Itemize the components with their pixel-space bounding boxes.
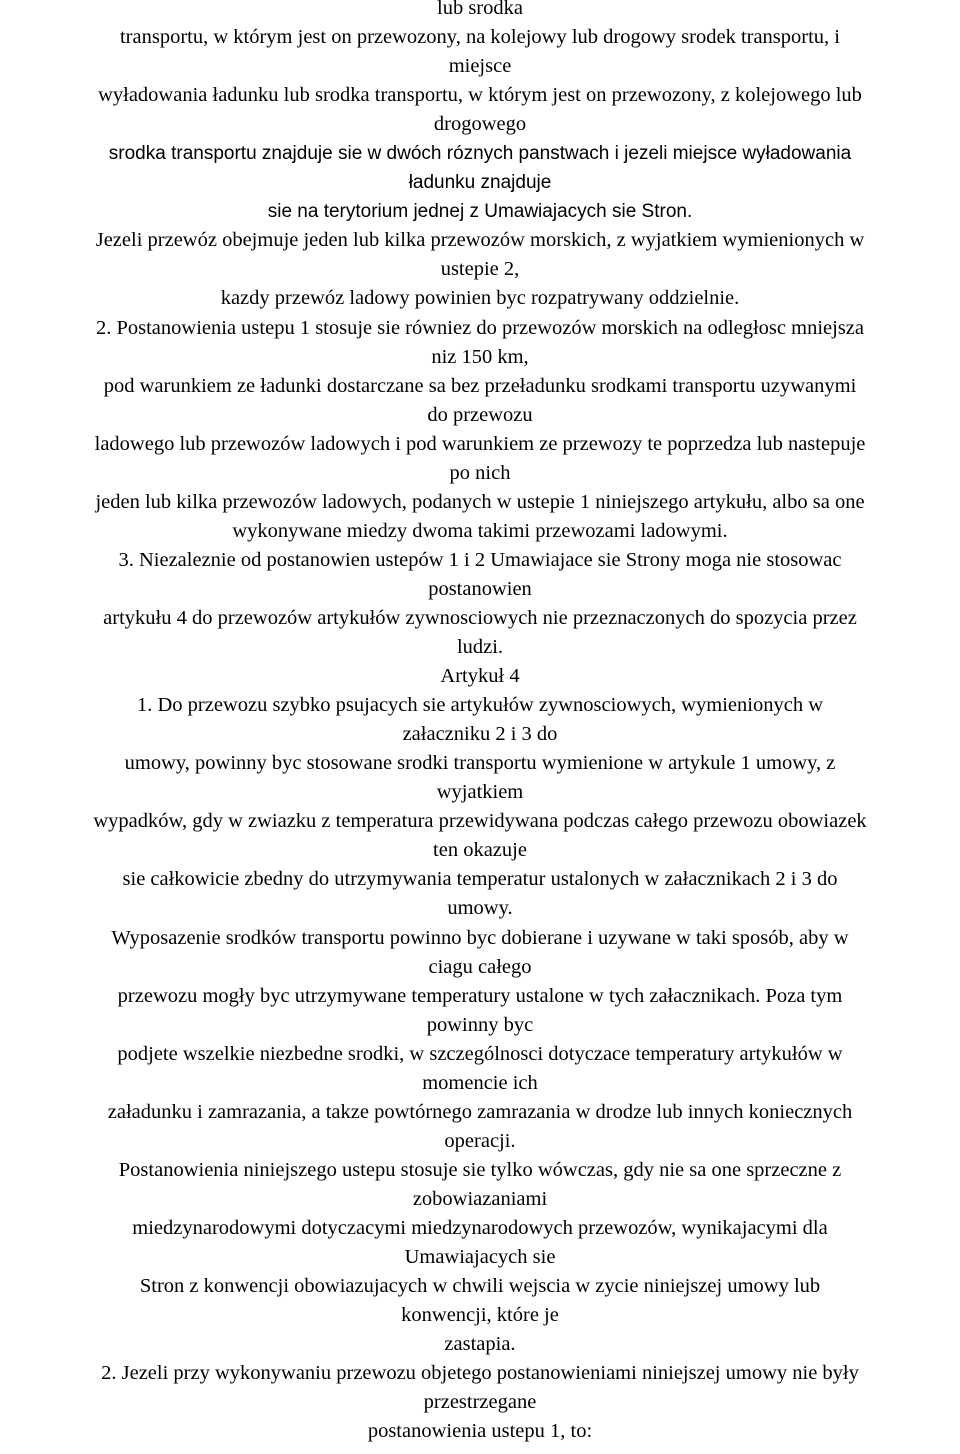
text-line: Stron z konwencji obowiazujacych w chwili wejscia w zycie niniejszej umowy lub <box>139 1275 821 1298</box>
text-line: zobowiazaniami <box>412 1187 548 1210</box>
text-line: przestrzegane <box>423 1391 537 1414</box>
text-line: sie całkowicie zbedny do utrzymywania temperatur ustalonych w załacznikach 2 i 3 do <box>122 868 838 891</box>
text-line: 2. Postanowienia ustepu 1 stosuje sie równiez do przewozów morskich na odległosc mniejsza <box>95 316 864 339</box>
text-line: ciagu całego <box>428 955 532 978</box>
text-line: umowy, powinny byc stosowane srodki transportu wymienione w artykule 1 umowy, z <box>124 752 836 775</box>
text-line: ladowego lub przewozów ladowych i pod warunkiem ze przewozy te poprzedza lub nastepuje <box>94 432 866 455</box>
text-segment: przewozu mogły byc utrzymywane temperatury ustalone w tych załacznikach. <box>117 984 761 1007</box>
text-line: po nich <box>449 461 511 484</box>
text-line: sie na terytorium jednej z Umawiajacych sie Stron. <box>267 201 693 223</box>
text-line: Jezeli przewóz obejmuje jeden lub kilka przewozów morskich, z wyjatkiem wymienionych w <box>95 229 865 252</box>
text-line: jeden lub kilka przewozów ladowych, podanych w ustepie 1 niniejszego artykułu, albo sa one <box>95 490 865 513</box>
text-line: powinny byc <box>426 1013 534 1036</box>
text-line: momencie ich <box>422 1071 538 1094</box>
text-segment: Poza tym <box>765 984 843 1007</box>
text-line: Postanowienia niniejszego ustepu stosuje sie tylko wówczas, gdy nie sa one sprzeczne z <box>118 1158 842 1181</box>
text-line: Wyposazenie srodków transportu powinno byc dobierane i uzywane w taki sposób, aby w <box>111 926 849 949</box>
text-line: wykonywane miedzy dwoma takimi przewozami ladowymi. <box>232 519 728 542</box>
text-line: do przewozu <box>427 403 533 426</box>
text-line: kazdy przewóz ladowy powinien byc rozpatrywany oddzielnie. <box>220 287 740 310</box>
text-line: lub srodka <box>437 0 523 19</box>
text-line: ten okazuje <box>433 839 527 862</box>
text-line: załaczniku 2 i 3 do <box>402 723 558 746</box>
text-line: Umawiajacych sie <box>404 1246 556 1269</box>
text-line: wypadków, gdy w zwiazku z temperatura przewidywana podczas całego przewozu obowiazek <box>93 810 867 833</box>
text-line: 2. Jezeli przy wykonywaniu przewozu objetego postanowieniami niniejszej umowy nie były <box>101 1362 859 1385</box>
text-line: wyjatkiem <box>436 781 524 804</box>
text-line <box>0 982 960 1011</box>
text-line: ustepie 2, <box>440 258 520 281</box>
text-line: niz 150 km, <box>431 345 529 368</box>
text-line: postanowienia ustepu 1, to: <box>367 1420 593 1443</box>
text-line: postanowien <box>428 577 532 600</box>
text-line: wyładowania ładunku lub srodka transportu, w którym jest on przewozony, z kolejowego lub <box>98 84 862 107</box>
text-line: miedzynarodowymi dotyczacymi miedzynarodowych przewozów, wynikajacymi dla <box>132 1216 828 1239</box>
text-line: operacji. <box>444 1129 516 1152</box>
text-line: drogowego <box>433 113 527 136</box>
text-line: pod warunkiem ze ładunki dostarczane sa bez przeładunku srodkami transportu uzywanymi <box>103 374 857 397</box>
text-line: 3. Niezaleznie od postanowien ustepów 1 i 2 Umawiajace sie Strony moga nie stosowac <box>118 548 842 571</box>
text-line: ładunku znajduje <box>408 172 552 194</box>
text-line: konwencji, które je <box>401 1304 559 1327</box>
text-line: umowy. <box>447 897 513 920</box>
text-line: podjete wszelkie niezbedne srodki, w szczególnosci dotyczace temperatury artykułów w <box>117 1042 843 1065</box>
text-line: srodka transportu znajduje sie w dwóch róznych panstwach i jezeli miejsce wyładowania <box>108 143 852 165</box>
text-line: artykułu 4 do przewozów artykułów zywnosciowych nie przeznaczonych do spozycia przez <box>103 606 857 629</box>
text-line: załadunku i zamrazania, a takze powtórnego zamrazania w drodze lub innych koniecznych <box>107 1100 853 1123</box>
text-line: ludzi. <box>456 636 504 659</box>
text-line: transportu, w którym jest on przewozony, na kolejowy lub drogowy srodek transportu, i <box>119 26 841 49</box>
text-line: 1. Do przewozu szybko psujacych sie artykułów zywnosciowych, wymienionych w <box>136 694 824 717</box>
text-line: miejsce <box>448 55 512 78</box>
text-line: zastapia. <box>444 1333 516 1356</box>
section-heading: Artykuł 4 <box>440 665 520 688</box>
